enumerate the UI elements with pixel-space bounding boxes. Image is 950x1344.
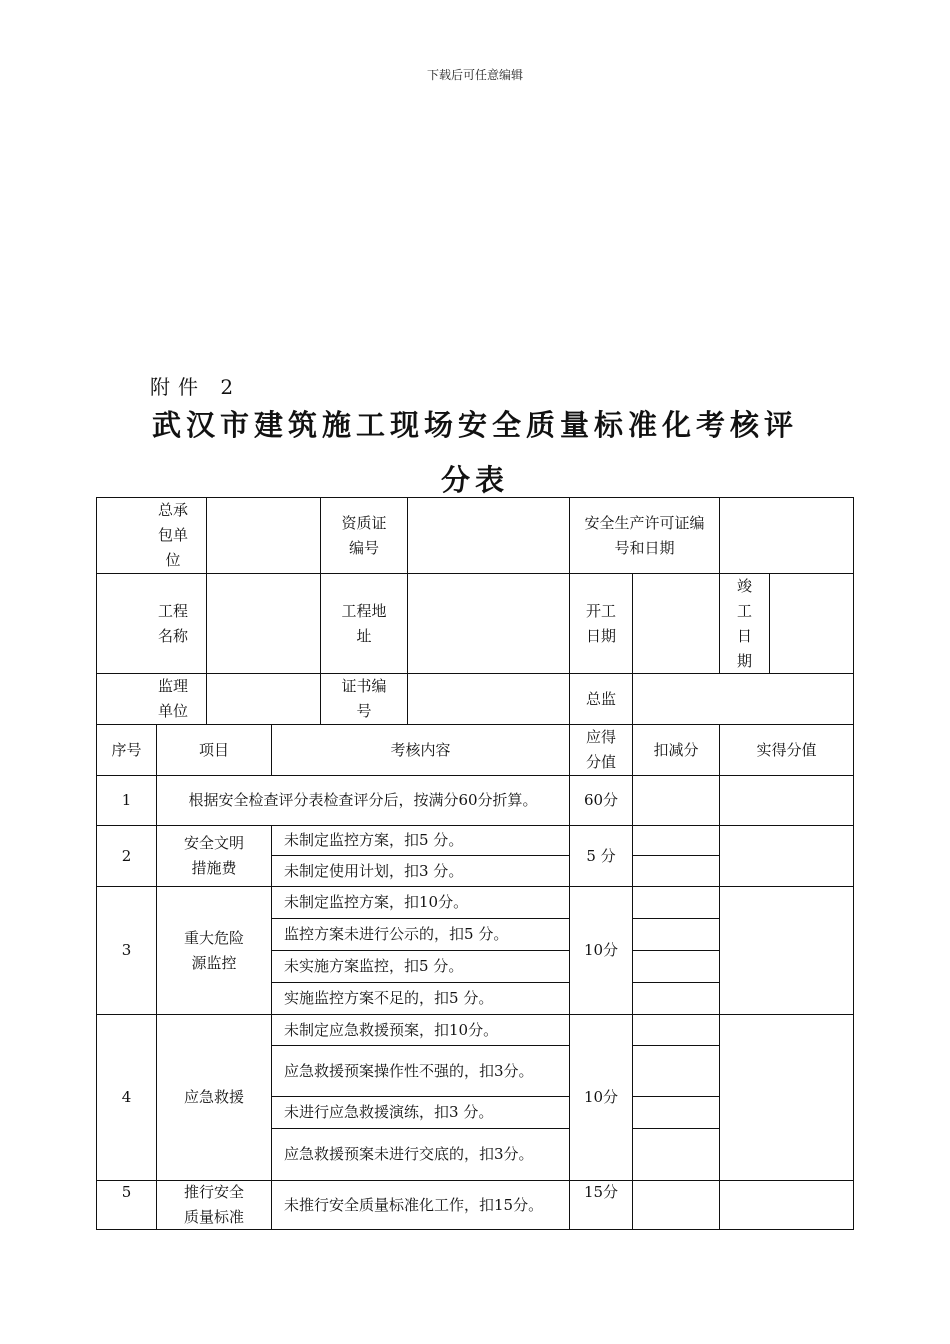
row-3-item-text: 重大危险源监控 <box>183 928 244 972</box>
row-5-item <box>157 1181 271 1229</box>
column-header-full-score-text: 应得分值 <box>585 728 616 771</box>
row-2-content-1: 未制定监控方案，扣5 分。 <box>284 831 464 849</box>
row-4-content-1: 未制定应急救援预案，扣10分。 <box>284 1020 499 1039</box>
row-4-no: 4 <box>121 1088 132 1106</box>
title-line-2: 分表 <box>440 463 509 497</box>
certificate-value[interactable] <box>408 674 569 724</box>
qualification-label <box>321 498 407 573</box>
row-2-score: 5 分 <box>586 846 616 865</box>
project-name-label <box>140 574 206 673</box>
safety-permit-label-text: 安全生产许可证编号和日期 <box>584 513 705 557</box>
row-1-deduction[interactable] <box>633 776 719 825</box>
row-5-score: 15分 <box>583 1182 619 1201</box>
chief-supervisor-label-text: 总监 <box>585 689 616 708</box>
row-1-content <box>157 776 569 825</box>
safety-permit-label <box>570 498 719 573</box>
row-1-actual[interactable] <box>720 776 853 825</box>
contractor-label <box>140 498 206 573</box>
attachment-label: 附件 2 <box>150 375 242 399</box>
certificate-label-text: 证书编号 <box>341 677 387 720</box>
supervision-label <box>140 674 206 724</box>
row-3-score: 10分 <box>583 941 619 959</box>
safety-permit-value[interactable] <box>720 498 853 573</box>
column-header-actual: 实得分值 <box>756 740 817 759</box>
project-address-value[interactable] <box>408 574 569 673</box>
row-3-content-2: 监控方案未进行公示的，扣5 分。 <box>284 925 509 943</box>
row-5-item-text: 推行安全质量标准 <box>183 1183 244 1226</box>
row-3-content-3: 未实施方案监控，扣5 分。 <box>284 957 464 975</box>
row-1-score: 60分 <box>583 791 619 809</box>
row-3-content-1: 未制定监控方案，扣10分。 <box>284 893 469 911</box>
title-line-1: 武汉市建筑施工现场安全质量标准化考核评 <box>151 408 798 442</box>
row-1-content-text: 根据安全检查评分表检查评分后，按满分60分折算。 <box>188 791 538 809</box>
qualification-label-text: 资质证编号 <box>341 513 387 557</box>
row-4-content-2-text: 应急救援预案操作性不强的，扣3分。 <box>284 1061 534 1080</box>
project-address-label <box>321 574 407 673</box>
certificate-label <box>321 674 407 724</box>
row-4-content-4-text: 应急救援预案未进行交底的，扣3分。 <box>284 1145 534 1163</box>
start-date-label-text: 开工日期 <box>585 601 616 645</box>
row-5-content-1-text: 未推行安全质量标准化工作，扣15分。 <box>284 1195 544 1214</box>
column-header-deduction: 扣减分 <box>653 740 699 759</box>
project-address-label-text: 工程地址 <box>341 601 387 645</box>
header-note: 下载后可任意编辑 <box>426 68 523 82</box>
project-name-value[interactable] <box>207 574 320 673</box>
row-4-content-2 <box>272 1046 569 1096</box>
row-2-content-2: 未制定使用计划，扣3 分。 <box>284 861 464 880</box>
row-2-no: 2 <box>121 846 132 865</box>
row-3-content-4: 实施监控方案不足的，扣5 分。 <box>284 989 494 1007</box>
completion-date-label-text: 竣工日期 <box>736 576 752 670</box>
row-5-no: 5 <box>121 1182 132 1201</box>
supervision-label-text: 监理单位 <box>157 677 188 720</box>
qualification-value[interactable] <box>408 498 569 573</box>
row-2-item-text: 安全文明措施费 <box>183 834 244 877</box>
row-4-score: 10分 <box>583 1088 619 1106</box>
row-3-no: 3 <box>121 941 132 959</box>
project-name-label-text: 工程名称 <box>157 601 188 645</box>
chief-supervisor-label <box>570 674 632 724</box>
row-3-item <box>157 887 271 1014</box>
row-1-no: 1 <box>121 791 132 809</box>
row-4-content-4 <box>272 1129 569 1180</box>
chief-supervisor-value[interactable] <box>633 674 853 724</box>
column-header-item: 项目 <box>198 740 229 759</box>
row-2-item <box>157 826 271 886</box>
column-header-content: 考核内容 <box>390 740 451 759</box>
start-date-label <box>570 574 632 673</box>
contractor-value[interactable] <box>207 498 320 573</box>
completion-date-label <box>720 574 769 673</box>
completion-date-value[interactable] <box>770 574 853 673</box>
contractor-label-text: 总承包单位 <box>157 501 188 569</box>
supervision-value[interactable] <box>207 674 320 724</box>
column-header-no: 序号 <box>111 740 142 759</box>
row-4-content-3: 未进行应急救援演练，扣3 分。 <box>284 1103 494 1121</box>
row-5-content-1 <box>272 1181 569 1229</box>
row-4-item: 应急救援 <box>183 1088 244 1106</box>
start-date-value[interactable] <box>633 574 719 673</box>
column-header-full-score <box>570 725 632 775</box>
